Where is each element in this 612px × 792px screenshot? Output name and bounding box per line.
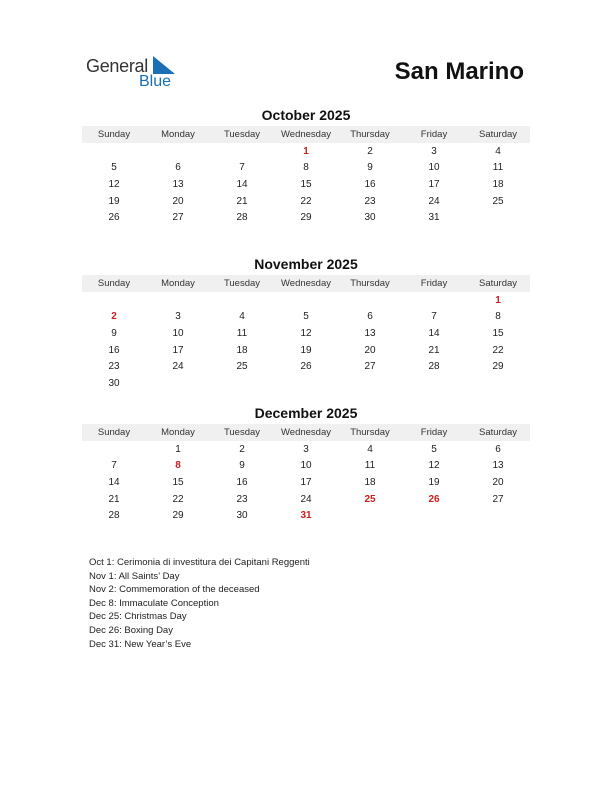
week-row: [82, 342, 530, 359]
day-cell: 31: [428, 212, 440, 224]
day-cell: 26: [108, 212, 120, 224]
day-cell: 16: [236, 476, 248, 488]
day-cell: 16: [108, 344, 120, 356]
country-title: San Marino: [394, 58, 524, 85]
day-cell: 20: [492, 476, 504, 488]
weekday-label: Thursday: [350, 278, 390, 289]
week-row: [82, 358, 530, 375]
day-cell: 15: [492, 327, 504, 339]
weekday-label: Tuesday: [223, 427, 261, 438]
logo-general-text: General: [86, 56, 148, 76]
day-cell: 19: [428, 476, 440, 488]
day-cell: 2: [111, 311, 117, 323]
weekday-label: Wednesday: [281, 427, 331, 438]
day-cell: 14: [236, 178, 248, 190]
week-row: [82, 292, 530, 309]
calendar-month-december: [82, 404, 530, 524]
day-cell: 1: [495, 294, 501, 306]
day-cell: 28: [236, 212, 248, 224]
day-cell: 17: [300, 476, 312, 488]
day-cell: 27: [492, 493, 504, 505]
brand-logo: [86, 54, 186, 94]
day-cell: 2: [367, 145, 373, 157]
day-cell: 8: [303, 162, 309, 174]
calendar-month-november: [82, 255, 530, 392]
day-cell: 26: [428, 493, 440, 505]
weekday-label: Thursday: [350, 129, 390, 140]
day-cell: 6: [175, 162, 181, 174]
day-cell: 17: [428, 178, 440, 190]
day-cell: 9: [239, 460, 245, 472]
weekday-label: Tuesday: [223, 278, 261, 289]
holiday-note: Dec 26: Boxing Day: [89, 624, 173, 636]
weekday-label: Monday: [161, 129, 195, 140]
day-cell: 29: [172, 510, 184, 522]
holiday-notes: [89, 556, 310, 651]
day-cell: 15: [172, 476, 184, 488]
day-cell: 23: [236, 493, 248, 505]
logo-triangle-icon: [153, 56, 175, 74]
day-cell: 14: [108, 476, 120, 488]
holiday-note: Nov 2: Commemoration of the deceased: [89, 584, 260, 596]
holiday-note: Oct 1: Cerimonia di investitura dei Capitani Reggenti: [89, 557, 310, 568]
week-row: [82, 143, 530, 160]
day-cell: 25: [364, 493, 376, 505]
day-cell: 4: [367, 443, 373, 455]
day-cell: 15: [300, 178, 312, 190]
day-cell: 29: [492, 361, 504, 373]
week-row: [82, 160, 530, 177]
day-cell: 21: [236, 195, 248, 207]
day-cell: 10: [172, 327, 184, 339]
day-cell: 5: [303, 311, 309, 323]
day-cell: 22: [300, 195, 312, 207]
week-row: [82, 209, 530, 226]
day-cell: 23: [108, 361, 120, 373]
week-row: [82, 441, 530, 458]
day-cell: 12: [300, 327, 312, 339]
day-cell: 1: [175, 443, 181, 455]
day-cell: 10: [428, 162, 440, 174]
day-cell: 3: [431, 145, 437, 157]
day-cell: 7: [111, 460, 117, 472]
calendar-month-october: [82, 106, 530, 226]
day-cell: 30: [236, 510, 248, 522]
month-title: December 2025: [254, 405, 358, 421]
weekday-label: Wednesday: [281, 129, 331, 140]
week-row: [82, 325, 530, 342]
day-cell: 25: [492, 195, 504, 207]
day-cell: 3: [175, 311, 181, 323]
weekday-header-row: [82, 424, 530, 441]
weekday-label: Saturday: [478, 427, 518, 438]
week-row: [82, 309, 530, 326]
day-cell: 28: [108, 510, 120, 522]
week-row: [82, 458, 530, 475]
weekday-label: Wednesday: [281, 278, 331, 289]
week-row: [82, 491, 530, 508]
weekday-label: Sunday: [97, 427, 131, 438]
weekday-label: Friday: [420, 278, 448, 289]
day-cell: 22: [492, 344, 504, 356]
day-cell: 13: [492, 460, 504, 472]
day-cell: 7: [239, 162, 245, 174]
day-cell: 6: [367, 311, 373, 323]
day-cell: 27: [364, 361, 376, 373]
month-title: November 2025: [254, 256, 358, 272]
weekday-header-row: [82, 126, 530, 143]
day-cell: 24: [172, 361, 184, 373]
day-cell: 12: [428, 460, 440, 472]
day-cell: 14: [428, 327, 440, 339]
day-cell: 11: [364, 460, 376, 472]
week-row: [82, 176, 530, 193]
week-row: [82, 507, 530, 524]
day-cell: 22: [172, 493, 184, 505]
weekday-label: Monday: [161, 278, 195, 289]
day-cell: 3: [303, 443, 309, 455]
week-row: [82, 193, 530, 210]
day-cell: 17: [172, 344, 184, 356]
day-cell: 11: [492, 162, 504, 174]
day-cell: 18: [492, 178, 504, 190]
weekday-label: Sunday: [97, 278, 131, 289]
day-cell: 23: [364, 195, 376, 207]
weekday-label: Friday: [420, 427, 448, 438]
weekday-header-row: [82, 275, 530, 292]
day-cell: 21: [428, 344, 440, 356]
day-cell: 5: [111, 162, 117, 174]
day-cell: 4: [239, 311, 245, 323]
day-cell: 18: [236, 344, 248, 356]
day-cell: 12: [108, 178, 120, 190]
day-cell: 9: [367, 162, 373, 174]
holiday-note: Dec 31: New Year’s Eve: [89, 638, 192, 650]
day-cell: 13: [364, 327, 376, 339]
day-cell: 27: [172, 212, 184, 224]
day-cell: 19: [108, 195, 120, 207]
weekday-label: Sunday: [97, 129, 131, 140]
holiday-note: Dec 8: Immaculate Conception: [89, 597, 219, 609]
month-title: October 2025: [261, 107, 351, 123]
day-cell: 11: [236, 327, 248, 339]
day-cell: 20: [172, 195, 184, 207]
holiday-note: Dec 25: Christmas Day: [89, 611, 187, 623]
day-cell: 5: [431, 443, 437, 455]
day-cell: 7: [431, 311, 437, 323]
day-cell: 10: [300, 460, 312, 472]
logo-blue-text: Blue: [139, 73, 172, 90]
day-cell: 29: [300, 212, 312, 224]
day-cell: 16: [364, 178, 376, 190]
weekday-label: Saturday: [478, 278, 518, 289]
day-cell: 26: [300, 361, 312, 373]
week-row: [82, 474, 530, 491]
day-cell: 1: [303, 145, 309, 157]
day-cell: 4: [495, 145, 501, 157]
weekday-label: Saturday: [478, 129, 518, 140]
day-cell: 21: [108, 493, 120, 505]
day-cell: 9: [111, 327, 117, 339]
day-cell: 25: [236, 361, 248, 373]
week-row: [82, 375, 530, 392]
day-cell: 19: [300, 344, 312, 356]
day-cell: 30: [364, 212, 376, 224]
weekday-label: Friday: [420, 129, 448, 140]
weekday-label: Thursday: [350, 427, 390, 438]
day-cell: 6: [495, 443, 501, 455]
day-cell: 24: [428, 195, 440, 207]
day-cell: 13: [172, 178, 184, 190]
day-cell: 28: [428, 361, 440, 373]
day-cell: 2: [239, 443, 245, 455]
holiday-note: Nov 1: All Saints’ Day: [89, 570, 180, 582]
day-cell: 8: [495, 311, 501, 323]
day-cell: 8: [175, 460, 181, 472]
day-cell: 31: [300, 510, 312, 522]
weekday-label: Tuesday: [223, 129, 261, 140]
day-cell: 20: [364, 344, 376, 356]
day-cell: 18: [364, 476, 376, 488]
day-cell: 30: [108, 377, 120, 389]
day-cell: 24: [300, 493, 312, 505]
weekday-label: Monday: [161, 427, 195, 438]
